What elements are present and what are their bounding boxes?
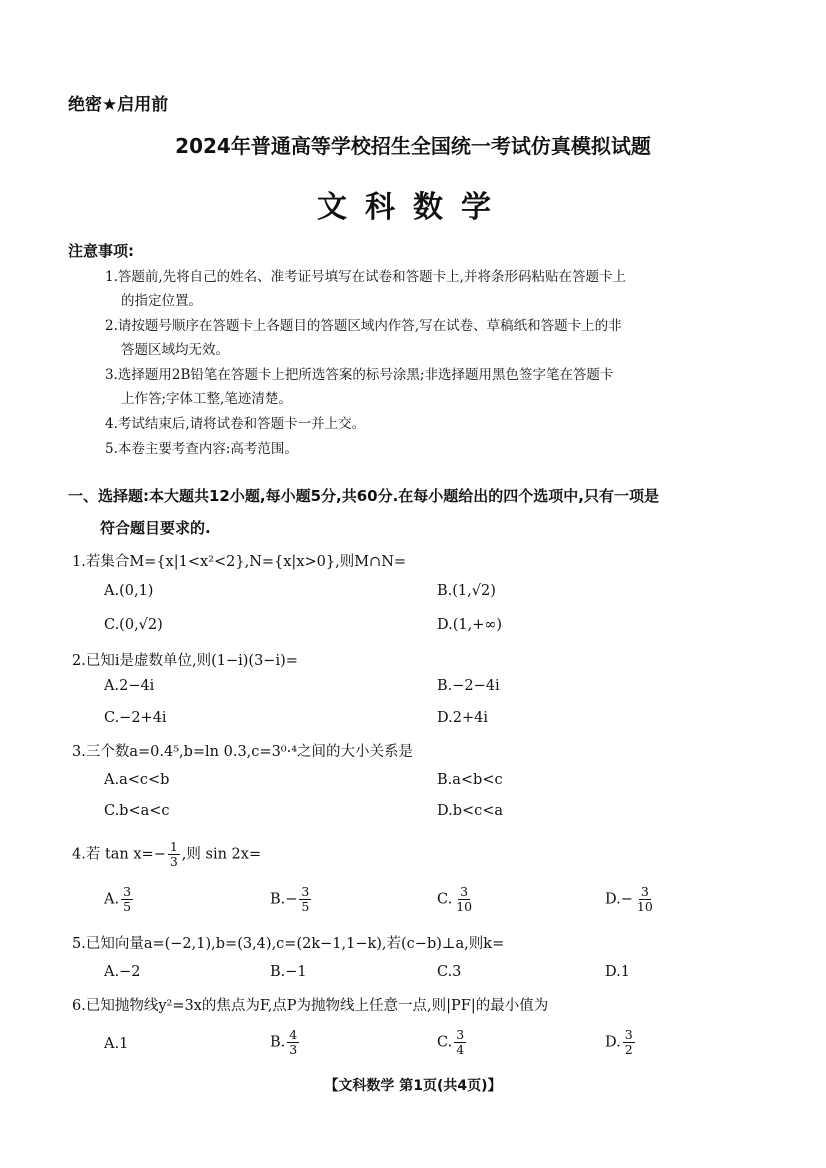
notice-heading: 注意事项: xyxy=(68,242,134,260)
fraction-denominator: 5 xyxy=(123,899,132,914)
question-4-option-d xyxy=(605,885,657,914)
question-3-stem: 3.三个数a=0.4⁵,b=ln 0.3,c=3⁰·⁴之间的大小关系是 xyxy=(72,744,414,760)
fraction-numerator: 3 xyxy=(460,884,469,899)
option-label: B.− xyxy=(270,891,298,908)
option-label: D. xyxy=(605,1034,621,1051)
fraction-numerator: 1 xyxy=(169,839,178,854)
question-4-fraction xyxy=(168,840,180,869)
question-3-option-b: B.a<b<c xyxy=(437,772,503,788)
question-4-option-c xyxy=(437,885,476,914)
fraction-numerator: 4 xyxy=(289,1027,298,1042)
question-1-option-b: B.(1,√2) xyxy=(437,583,496,599)
question-2-option-b: B.−2−4i xyxy=(437,678,500,694)
question-6-option-a: A.1 xyxy=(104,1036,129,1052)
notice-line: 5.本卷主要考查内容:高考范围。 xyxy=(105,441,298,457)
option-label: C. xyxy=(437,1034,453,1051)
question-2-option-a: A.2−4i xyxy=(104,678,155,694)
question-4-stem xyxy=(72,840,261,869)
notice-line: 2.请按题号顺序在答题卡上各题目的答题区域内作答,写在试卷、草稿纸和答题卡上的非 xyxy=(105,318,622,334)
option-label: C. xyxy=(437,891,453,908)
notice-line: 3.选择题用2B铅笔在答题卡上把所选答案的标号涂黑;非选择题用黑色签字笔在答题卡 xyxy=(105,367,614,383)
question-5-option-c: C.3 xyxy=(437,964,462,980)
option-fraction xyxy=(454,1028,466,1057)
section-heading: 一、选择题:本大题共12小题,每小题5分,共60分.在每小题给出的四个选项中,只有一项是 xyxy=(68,487,659,505)
question-6-stem: 6.已知抛物线y²=3x的焦点为F,点P为抛物线上任意一点,则|PF|的最小值为 xyxy=(72,998,549,1014)
fraction-numerator: 3 xyxy=(123,884,132,899)
option-label: A. xyxy=(104,891,120,908)
notice-line: 4.考试结束后,请将试卷和答题卡一并上交。 xyxy=(105,416,366,432)
option-fraction xyxy=(623,1028,635,1057)
question-1-stem: 1.若集合M={x|1<x²<2},N={x|x>0},则M∩N= xyxy=(72,554,407,570)
question-5-option-b: B.−1 xyxy=(270,964,307,980)
option-fraction xyxy=(299,885,311,914)
question-5-option-a: A.−2 xyxy=(104,964,141,980)
subject-title: 文科数学 xyxy=(317,190,509,225)
fraction-numerator: 3 xyxy=(624,1027,633,1042)
question-6-option-c xyxy=(437,1028,468,1057)
question-4-stem-suffix: ,则 sin 2x= xyxy=(181,846,262,863)
question-3-option-a: A.a<c<b xyxy=(104,772,170,788)
question-2-option-d: D.2+4i xyxy=(437,710,488,726)
question-2-option-c: C.−2+4i xyxy=(104,710,167,726)
question-1-option-c: C.(0,√2) xyxy=(104,617,163,633)
confidential-tag: 绝密★启用前 xyxy=(68,95,169,115)
fraction-denominator: 3 xyxy=(169,854,178,869)
section-heading-cont: 符合题目要求的. xyxy=(100,519,211,537)
option-fraction xyxy=(121,885,133,914)
option-label: D.− xyxy=(605,891,633,908)
fraction-denominator: 5 xyxy=(301,899,310,914)
page-footer: 【文科数学 第1页(共4页)】 xyxy=(324,1078,502,1094)
question-5-stem: 5.已知向量a=(−2,1),b=(3,4),c=(2k−1,1−k),若(c−b)⊥a,则k= xyxy=(72,936,505,952)
fraction-numerator: 3 xyxy=(640,884,649,899)
option-label: B. xyxy=(270,1034,286,1051)
option-fraction xyxy=(635,885,655,914)
fraction-denominator: 3 xyxy=(289,1042,298,1057)
question-6-option-d xyxy=(605,1028,637,1057)
fraction-denominator: 10 xyxy=(636,899,653,914)
fraction-denominator: 2 xyxy=(624,1042,633,1057)
question-6-option-b xyxy=(270,1028,301,1057)
fraction-denominator: 10 xyxy=(456,899,473,914)
fraction-numerator: 3 xyxy=(301,884,310,899)
fraction-numerator: 3 xyxy=(456,1027,465,1042)
question-4-option-a xyxy=(104,885,135,914)
question-3-option-d: D.b<c<a xyxy=(437,803,504,819)
question-4-option-b xyxy=(270,885,313,914)
notice-line: 上作答;字体工整,笔迹清楚。 xyxy=(121,391,292,407)
question-1-option-d: D.(1,+∞) xyxy=(437,617,503,633)
fraction-denominator: 4 xyxy=(456,1042,465,1057)
question-3-option-c: C.b<a<c xyxy=(104,803,170,819)
notice-line: 答题区域均无效。 xyxy=(121,342,229,358)
option-fraction xyxy=(287,1028,299,1057)
notice-line: 的指定位置。 xyxy=(121,293,202,309)
notice-line: 1.答题前,先将自己的姓名、准考证号填写在试卷和答题卡上,并将条形码粘贴在答题卡上 xyxy=(105,269,626,285)
question-1-option-a: A.(0,1) xyxy=(104,583,154,599)
question-5-option-d: D.1 xyxy=(605,964,630,980)
question-2-stem: 2.已知i是虚数单位,则(1−i)(3−i)= xyxy=(72,653,298,669)
question-4-stem-prefix: 4.若 tan x=− xyxy=(72,846,166,863)
exam-title: 2024年普通高等学校招生全国统一考试仿真模拟试题 xyxy=(175,134,651,158)
option-fraction xyxy=(454,885,474,914)
